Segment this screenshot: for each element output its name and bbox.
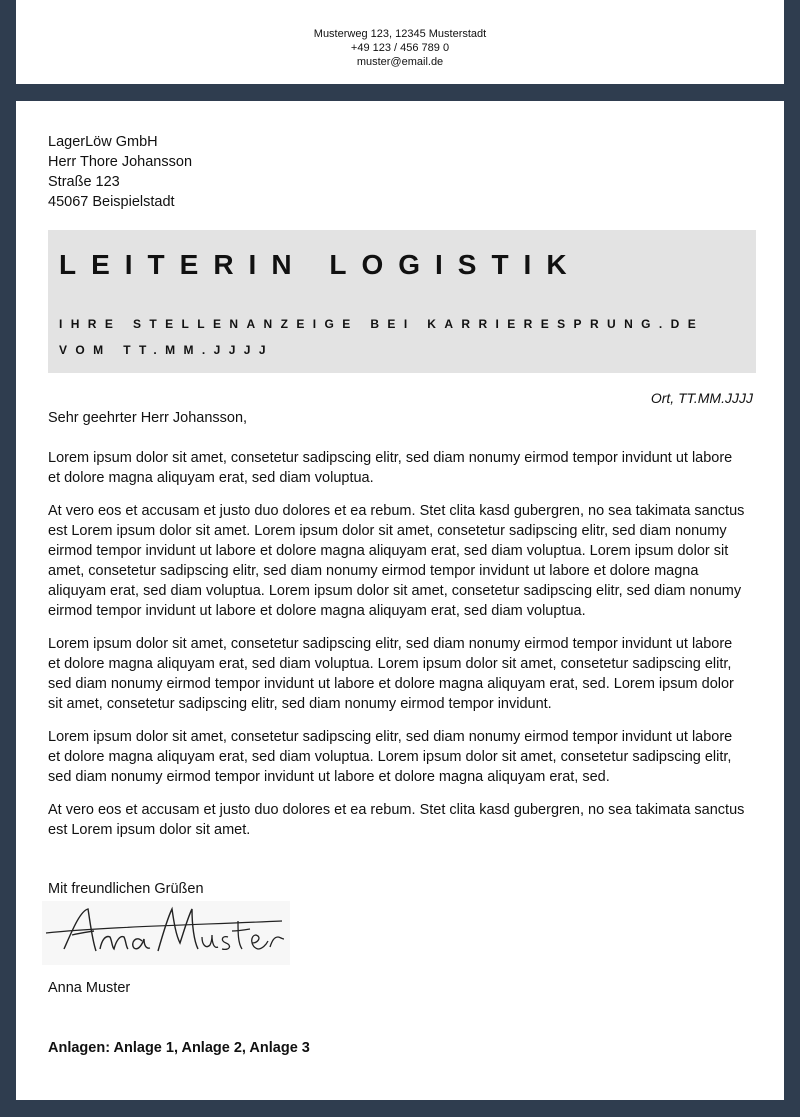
signer-name: Anna Muster [48,980,131,996]
letter-body [48,448,748,853]
paragraph: At vero eos et accusam et justo duo dolores et ea rebum. Stet clita kasd gubergren, no sea takimata sanctus est Lorem ipsum dolor sit amet. Lorem ipsum dolor sit amet, consetetur sadipscing elitr, sed diam nonumy eirmod tempor invidunt ut labore et dolore magna aliquyam erat, sed diam voluptua. Lorem ipsum dolor sit amet, consetetur sadipscing elitr, sed diam nonumy eirmod tempor invidunt ut labore et dolore magna aliquyam erat, sed diam voluptua. Lorem ipsum dolor sit amet, consetetur sadipscing elitr, sed diam nonumy eirmod tempor invidunt ut labore et dolore magna aliquyam erat, sed diam voluptua. [48,503,745,619]
signature-image [42,901,290,965]
recipient-city: 45067 Beispielstadt [48,194,175,210]
paragraph: Lorem ipsum dolor sit amet, consetetur sadipscing elitr, sed diam nonumy eirmod tempor invidunt ut labore et dolore magna aliquyam erat, sed diam voluptua. Lorem ipsum dolor sit amet, consetetur sadipscing elitr, sed diam nonumy eirmod tempor invidunt ut labore et dolore magna aliquyam erat, sed. [48,729,733,785]
job-title: LEITERIN LOGISTIK [59,249,582,280]
sender-address: Musterweg 123, 12345 Musterstadt [313,28,487,40]
sender-header [16,0,784,84]
recipient-address [48,132,192,212]
letter-page [16,101,784,1100]
sender-email: muster@email.de [356,56,444,68]
salutation: Sehr geehrter Herr Johansson, [48,410,248,426]
job-ad-reference: IHRE STELLENANZEIGE BEI KARRIERESPRUNG.DE VOM TT.MM.JJJJ [59,317,705,357]
recipient-street: Straße 123 [48,174,120,190]
paragraph: At vero eos et accusam et justo duo dolores et ea rebum. Stet clita kasd gubergren, no sea takimata sanctus est Lorem ipsum dolor sit amet. [48,802,745,838]
recipient-name: Herr Thore Johansson [48,154,193,170]
closing: Mit freundlichen Grüßen [48,881,204,897]
paragraph: Lorem ipsum dolor sit amet, consetetur sadipscing elitr, sed diam nonumy eirmod tempor invidunt ut labore et dolore magna aliquyam erat, sed diam voluptua. [48,450,733,486]
place-date: Ort, TT.MM.JJJJ [650,390,753,406]
sender-phone: +49 123 / 456 789 0 [350,42,450,54]
paragraph: Lorem ipsum dolor sit amet, consetetur sadipscing elitr, sed diam nonumy eirmod tempor invidunt ut labore et dolore magna aliquyam erat, sed diam voluptua. Lorem ipsum dolor sit amet, consetetur sadipscing elitr, sed diam nonumy eirmod tempor invidunt ut labore et dolore magna aliquyam erat, sed. Lorem ipsum dolor sit amet, consetetur sadipscing elitr, sed diam nonumy eirmod tempor invidunt. [48,636,734,712]
attachments-line: Anlagen: Anlage 1, Anlage 2, Anlage 3 [48,1040,310,1056]
recipient-company: LagerLöw GmbH [48,134,158,150]
title-band [48,230,756,373]
